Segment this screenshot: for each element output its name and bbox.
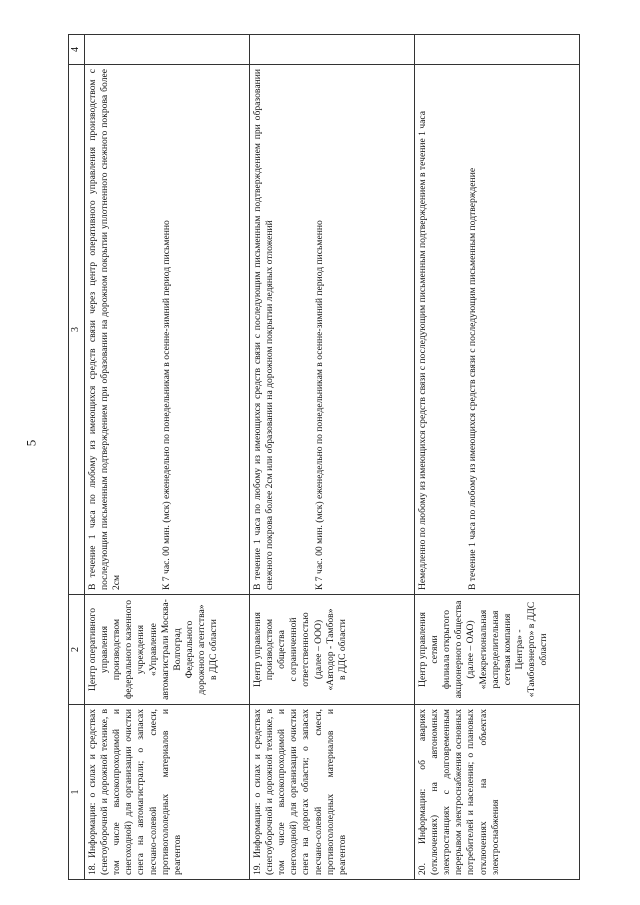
header-col-2: 2 (69, 595, 85, 705)
recipient-line: Центр управления сетями (416, 612, 440, 687)
row-20-col4 (414, 35, 579, 65)
recipient-line: «Тамбовэнерго» в ДДС (526, 601, 538, 698)
recipient-line: распределительная (489, 610, 501, 689)
row-19-information: 19. Информация: о силах и средствах (снегоуборочной и дорожной технике, в том числе высокопроходимой и снегоходной) для организации очистки снега на дорогах области; о запасах песчано-солевой смеси, противогололедных материалов и реагентов (249, 705, 414, 880)
page-number: 5 (23, 439, 39, 447)
deadline-text-b: В течение 1 часа по любому из имеющихся средств связи с последующим письменным подтверждение (466, 167, 478, 590)
table-header-row (69, 35, 85, 880)
table-row (414, 35, 579, 880)
recipient-line: производством (111, 618, 123, 681)
row-20-deadline (414, 65, 579, 595)
table-row (249, 35, 414, 880)
recipient-line: производством общества (263, 618, 288, 681)
recipient-line: Центр оперативного (86, 607, 98, 692)
header-col-4: 4 (69, 35, 85, 65)
recipient-line: (далее – ООО) (312, 619, 324, 680)
recipient-line: «Межрегиональная (477, 609, 489, 690)
deadline-text-a: Немедленно по любому из имеющихся средств связи с последующим письменным подтверждением в течение 1 часа (416, 110, 428, 590)
recipient-line: управления (98, 625, 110, 674)
recipient-line: области (538, 633, 550, 666)
row-20-recipient (414, 595, 579, 705)
deadline-text-b: К 7 час. 00 мин. (мск) еженедельно по понедельникам в осенне-зимний период письменно (161, 220, 173, 590)
recipient-line: в ДДС области (208, 619, 220, 680)
deadline-text-b: К 7 час. 00 мин. (мск) еженедельно по понедельникам в осенне-зимний период письменно (314, 220, 326, 590)
recipient-line: «Автодор - Тамбов» (324, 608, 336, 691)
recipient-line: с ограниченной (288, 617, 300, 682)
row-19-deadline (249, 65, 414, 595)
row-18-recipient (84, 595, 249, 705)
deadline-text-a: В течение 1 часа по любому из имеющихся средств связи с последующим письменным подтверждением при образовании снежного покрова более 2см или образовании на дорожном покрытии ледяных отложений (251, 69, 275, 590)
rotated-table-container (68, 35, 588, 880)
row-18-deadline (84, 65, 249, 595)
row-20-information: 20. Информация: об авариях (отключениях) на автономных электростанциях с долговременным перерывом электроснабжения основных потребителей и населения; о плановых отключениях на объектах электроснабжения (414, 705, 579, 880)
recipient-line: Центра» - (514, 629, 526, 670)
recipient-line: сетевая компания (501, 613, 513, 686)
recipient-line: ответственностью (300, 612, 312, 687)
recipient-line: Центр управления (251, 612, 263, 687)
recipient-line: дорожного агентства» (196, 604, 208, 695)
header-col-1: 1 (69, 705, 85, 880)
recipient-line: Волгоград Федерального (171, 620, 196, 679)
recipient-line: акционерного общества (453, 600, 465, 699)
header-col-3: 3 (69, 65, 85, 595)
recipient-line: федерального казенного (123, 600, 135, 699)
recipient-line: филиала открытого (441, 609, 453, 690)
recipient-line: автомагистрали Москва- (159, 599, 171, 700)
recipient-line: (далее – ОАО) (465, 620, 477, 679)
row-19-col4 (249, 35, 414, 65)
row-18-information: 18. Информация: о силах и средствах (снегоуборочной и дорожной технике, в том числе высокопроходимой и снегоходной) для организации очистки снега на автомагистрали; о запасах песчано-солевой смеси, противогололедных материалов и реагентов (84, 705, 249, 880)
deadline-text-a: В течение 1 часа по любому из имеющихся средств связи через центр оперативного управления производством с последующим письменным подтверждением при образовании на дорожном покрытии уплотненного снежного покрова более 2см (86, 69, 123, 590)
recipient-line: в ДДС области (336, 619, 348, 680)
row-18-col4 (84, 35, 249, 65)
table-row (84, 35, 249, 880)
notification-table (68, 34, 580, 880)
row-19-recipient (249, 595, 414, 705)
recipient-line: учреждения «Управление (135, 623, 159, 676)
